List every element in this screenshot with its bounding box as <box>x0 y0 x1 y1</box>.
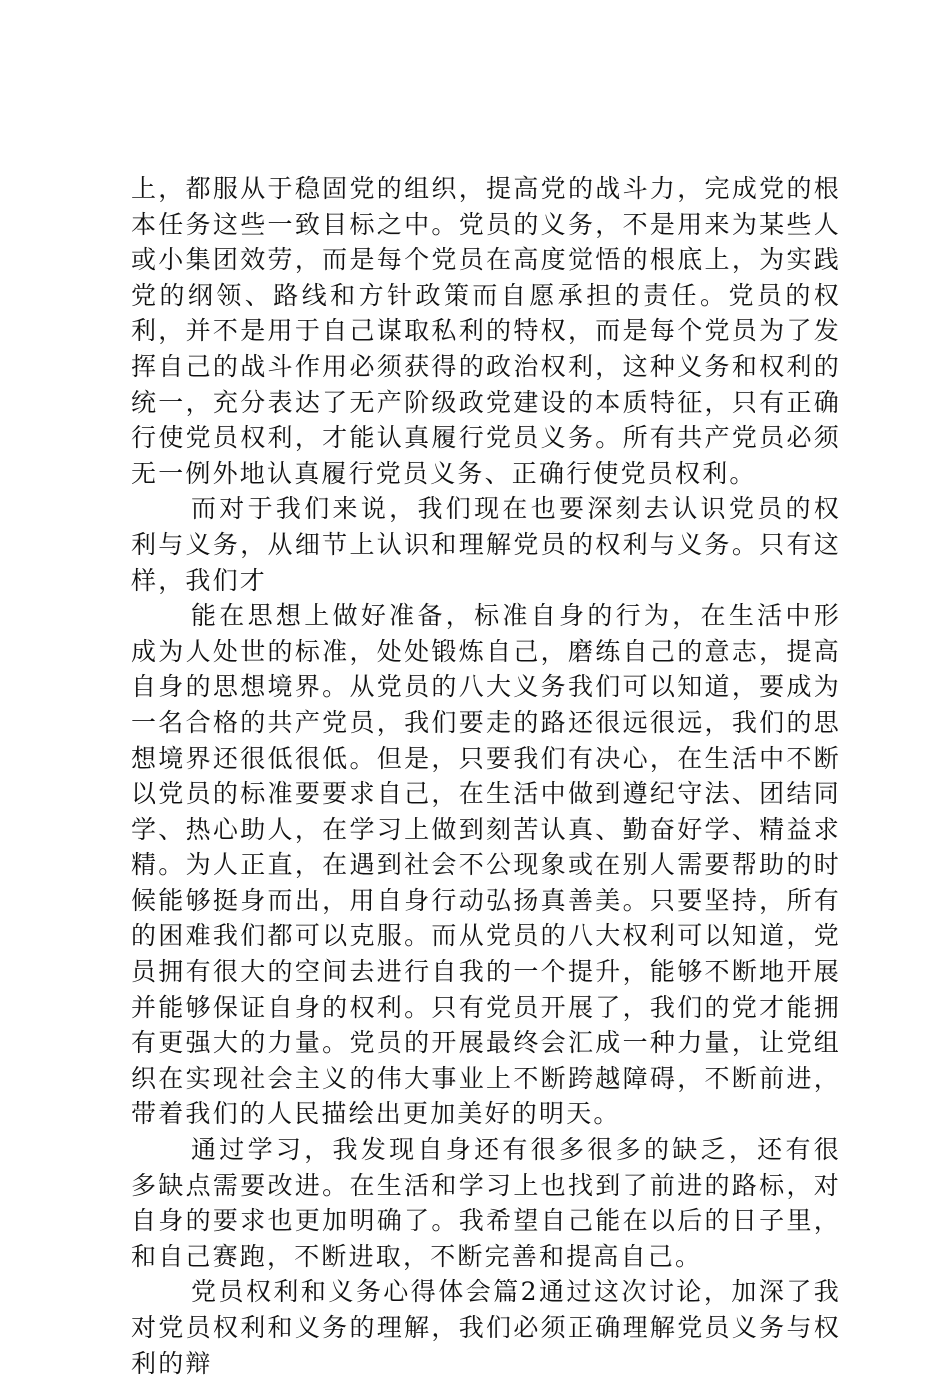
body-text <box>131 171 841 1381</box>
paragraph-1: 上，都服从于稳固党的组织，提高党的战斗力，完成党的根本任务这些一致目标之中。党员的义务，不是用来为某些人或小集团效劳，而是每个党员在高度觉悟的根底上，为实践党的纲领、路线和方针政策而自愿承担的责任。党员的权利，并不是用于自己谋取私利的特权，而是每个党员为了发挥自己的战斗作用必须获得的政治权利，这种义务和权利的统一，充分表达了无产阶级政党建设的本质特征，只有正确行使党员权利，才能认真履行党员义务。所有共产党员必须无一例外地认真履行党员义务、正确行使党员权利。 <box>131 174 841 488</box>
paragraph-4: 通过学习，我发现自身还有很多很多的缺乏，还有很多缺点需要改进。在生活和学习上也找到了前进的路标，对自身的要求也更加明确了。我希望自己能在以后的日子里，和自己赛跑，不断进取，不断完善和提高自己。 <box>131 1135 841 1271</box>
paragraph-2: 而对于我们来说，我们现在也要深刻去认识党员的权利与义务，从细节上认识和理解党员的权利与义务。只有这样，我们才 <box>131 494 841 595</box>
paragraph-3: 能在思想上做好准备，标准自身的行为，在生活中形成为人处世的标准，处处锻炼自己，磨练自己的意志，提高自身的思想境界。从党员的八大义务我们可以知道，要成为一名合格的共产党员，我们要走的路还很远很远，我们的思想境界还很低很低。但是，只要我们有决心，在生活中不断以党员的标准要要求自己，在生活中做到遵纪守法、团结同学、热心助人，在学习上做到刻苦认真、勤奋好学、精益求精。为人正直，在遇到社会不公现象或在别人需要帮助的时候能够挺身而出，用自身行动弘扬真善美。只要坚持，所有的困难我们都可以克服。而从党员的八大权利可以知道，党员拥有很大的空间去进行自我的一个提升，能够不断地开展并能够保证自身的权利。只有党员开展了，我们的党才能拥有更强大的力量。党员的开展最终会汇成一种力量，让党组织在实现社会主义的伟大事业上不断跨越障碍，不断前进，带着我们的人民描绘出更加美好的明天。 <box>131 601 841 1129</box>
paragraph-5: 党员权利和义务心得体会篇2通过这次讨论，加深了我对党员权利和义务的理解，我们必须正确理解党员义务与权利的辩 <box>131 1277 841 1378</box>
